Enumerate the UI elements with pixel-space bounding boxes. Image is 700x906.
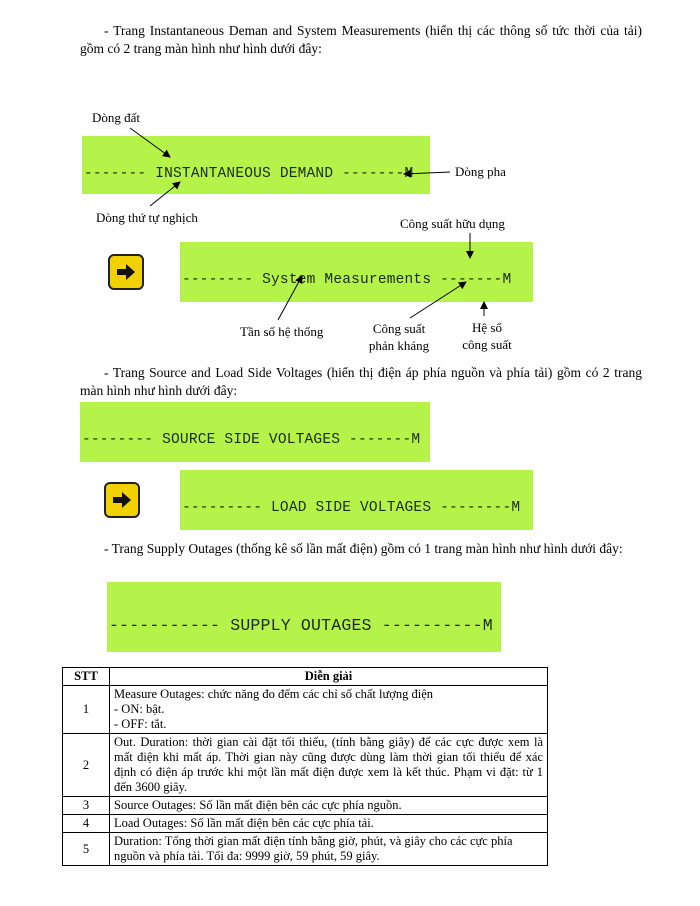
label-dong-thu-tu-nghich: Dòng thứ tự nghịch — [96, 210, 198, 225]
stt-cell: 2 — [63, 734, 110, 797]
label-tan-so: Tần số hệ thống — [240, 324, 324, 339]
stt-cell: 1 — [63, 686, 110, 734]
intro-paragraph-1: - Trang Instantaneous Deman and System Measurements (hiển thị các thông số tức thời của tải) gồm có 2 trang màn hình như hình dưới đây: — [80, 23, 642, 56]
desc-cell: Source Outages: Số lần mất điện bên các cực phía nguồn. — [110, 797, 548, 815]
arrow-cong-suat-phan-khang — [410, 282, 466, 318]
intro-paragraph-3: - Trang Supply Outages (thống kê số lần mất điện) gồm có 1 trang màn hình như hình dưới đây: — [104, 541, 623, 556]
desc-line: Measure Outages: chức năng đo đếm các chỉ số chất lượng điện — [114, 687, 434, 701]
table-row — [63, 797, 548, 815]
desc-cell: Out. Duration: thời gian cài đặt tối thiểu, (tính bằng giây) để các cực được xem là mất điện khi mất áp. Thời gian này cũng được dùng làm thời gian tối thiểu để xác định có điện áp trước khi một lần mất điện được xem là kết thúc. Phạm vi đặt: từ 1 đến 3600 giây. — [110, 734, 548, 797]
label-text: phản kháng — [368, 338, 430, 353]
table-row — [63, 833, 548, 866]
desc-cell — [110, 686, 548, 734]
description-table — [62, 667, 548, 866]
next-arrow-icon — [110, 488, 134, 512]
header-stt: STT — [63, 668, 110, 686]
lcd-line: -------- System Measurements -------M — [182, 272, 512, 288]
label-cong-suat-huu-dung: Công suất hữu dụng — [400, 216, 505, 231]
lcd-line: --------- LOAD SIDE VOLTAGES --------M — [182, 500, 521, 516]
label-dong-pha: Dòng pha — [455, 164, 506, 179]
arrow-dong-dat — [130, 128, 170, 157]
label-dong-dat: Dòng đất — [92, 110, 141, 125]
lcd-line: -------- SOURCE SIDE VOLTAGES -------M — [82, 432, 421, 448]
arrow-dong-thu-tu-nghich — [150, 182, 180, 206]
label-text: Hệ số — [472, 320, 502, 335]
next-page-button-2[interactable] — [104, 482, 140, 518]
stt-cell: 4 — [63, 815, 110, 833]
arrow-dong-pha — [404, 172, 450, 174]
table-row — [63, 734, 548, 797]
label-text: Công suất — [372, 321, 426, 336]
stt-cell: 3 — [63, 797, 110, 815]
intro-paragraph-2: - Trang Source and Load Side Voltages (hiển thị điện áp phía nguồn và phía tải) gồm có 2 trang màn hình như hình dưới đây: — [80, 365, 642, 398]
table-row — [63, 815, 548, 833]
lcd-supply-outages — [107, 582, 501, 652]
desc-line: - ON: bật. — [114, 702, 165, 716]
label-text: công suất — [462, 337, 512, 352]
desc-cell: Load Outages: Số lần mất điện bên các cực phía tải. — [110, 815, 548, 833]
lcd-source-side-voltages — [80, 402, 430, 462]
desc-line: - OFF: tắt. — [114, 717, 167, 731]
stt-cell: 5 — [63, 833, 110, 866]
desc-cell: Duration: Tổng thời gian mất điện tính bằng giờ, phút, và giây cho các cực phía nguồn và phía tải. Tối đa: 9999 giờ, 59 phút, 59 giây. — [110, 833, 548, 866]
lcd-line: ----------- SUPPLY OUTAGES ----------M — [109, 616, 493, 635]
lcd-line: ------- INSTANTANEOUS DEMAND -------M — [84, 166, 414, 182]
table-header-row — [63, 668, 548, 686]
table-row — [63, 686, 548, 734]
header-dien-giai: Diễn giải — [110, 668, 548, 686]
arrow-tan-so — [278, 276, 302, 320]
lcd-load-side-voltages — [180, 470, 533, 530]
